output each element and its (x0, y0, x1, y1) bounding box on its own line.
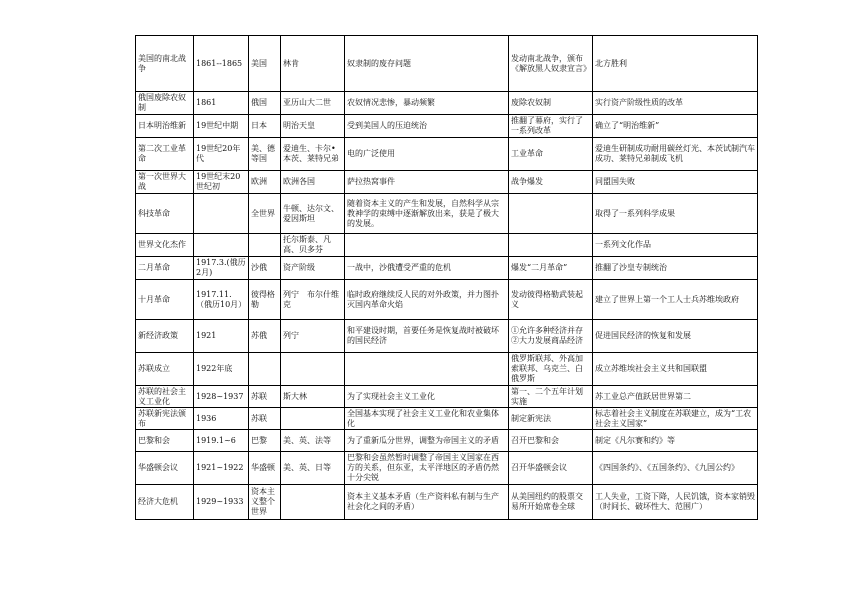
cell-cause: 全国基本实现了社会主义工业化和农业集体化 (345, 408, 509, 430)
table-row (136, 92, 758, 115)
history-table (135, 35, 758, 520)
cell-event: 第二次工业革命 (136, 138, 194, 171)
cell-time: 19世纪末20世纪初 (194, 171, 249, 194)
cell-time: 1921~1922 (194, 452, 249, 485)
cell-event: 科技革命 (136, 194, 194, 234)
cell-person: 托尔斯泰、凡高、贝多芬 (281, 234, 345, 257)
cell-process: ①允许多种经济并存②大力发展商品经济 (509, 320, 593, 353)
table-row (136, 257, 758, 280)
cell-process: 发动南北战争，颁布《解放黑人奴隶宣言》 (509, 36, 593, 92)
cell-cause: 资本主义基本矛盾（生产资料私有制与生产社会化之间的矛盾） (345, 485, 509, 520)
cell-time: 1919.1~6 (194, 430, 249, 452)
cell-place: 全世界 (249, 194, 281, 234)
table-row (136, 138, 758, 171)
cell-cause: 和平建设时期，首要任务是恢复战时被破坏的国民经济 (345, 320, 509, 353)
cell-place: 苏联 (249, 386, 281, 408)
cell-person: 林肯 (281, 36, 345, 92)
cell-cause (345, 353, 509, 386)
cell-cause: 萨拉热窝事件 (345, 171, 509, 194)
cell-result: 推翻了沙皇专制统治 (593, 257, 758, 280)
cell-place (249, 234, 281, 257)
cell-cause: 随着资本主义的产生和发展，自然科学从宗教神学的束缚中逐渐解放出来，获是了极大的发展。 (345, 194, 509, 234)
cell-event: 苏联的社会主义工业化 (136, 386, 194, 408)
cell-cause: 奴隶制的废存问题 (345, 36, 509, 92)
table-row (136, 36, 758, 92)
cell-process: 发动彼得格勒武装起义 (509, 280, 593, 320)
cell-person (281, 485, 345, 520)
cell-process: 制定新宪法 (509, 408, 593, 430)
cell-result: 促进国民经济的恢复和发展 (593, 320, 758, 353)
cell-process: 第一、二个五年计划实施 (509, 386, 593, 408)
cell-result: 实行资产阶级性质的改革 (593, 92, 758, 115)
cell-cause: 临时政府继续反人民的对外政策，并力图扑灭国内革命火焰 (345, 280, 509, 320)
cell-time: 1861 (194, 92, 249, 115)
cell-person: 明治天皇 (281, 115, 345, 138)
cell-result: 成立苏维埃社会主义共和国联盟 (593, 353, 758, 386)
cell-result: 爱迪生研制成功耐用碳丝灯光、本茨试制汽车成功、莱特兄弟制成飞机 (593, 138, 758, 171)
cell-time: 1929~1933 (194, 485, 249, 520)
cell-place (249, 353, 281, 386)
cell-result: 确立了“明治维新” (593, 115, 758, 138)
cell-place: 俄国 (249, 92, 281, 115)
cell-process: 俄罗斯联邦、外高加索联邦、乌克兰、白俄罗斯 (509, 353, 593, 386)
cell-event: 世界文化杰作 (136, 234, 194, 257)
cell-process (509, 234, 593, 257)
table-row (136, 280, 758, 320)
cell-place: 苏俄 (249, 320, 281, 353)
cell-event: 日本明治维新 (136, 115, 194, 138)
cell-time (194, 234, 249, 257)
table-body (136, 36, 758, 520)
cell-result: 制定《凡尔赛和约》等 (593, 430, 758, 452)
cell-person: 亚历山大二世 (281, 92, 345, 115)
cell-person: 牛顿、达尔文、爱因斯坦 (281, 194, 345, 234)
cell-process: 召开巴黎和会 (509, 430, 593, 452)
cell-process: 爆发“二月革命” (509, 257, 593, 280)
cell-person (281, 408, 345, 430)
table-row (136, 171, 758, 194)
cell-event: 经济大危机 (136, 485, 194, 520)
table-row (136, 115, 758, 138)
cell-cause: 受到美国人的压迫统治 (345, 115, 509, 138)
cell-place: 巴黎 (249, 430, 281, 452)
table-row (136, 485, 758, 520)
cell-event: 华盛顿会议 (136, 452, 194, 485)
cell-place: 沙俄 (249, 257, 281, 280)
cell-time: 1928~1937 (194, 386, 249, 408)
cell-process: 工业革命 (509, 138, 593, 171)
cell-person: 欧洲各国 (281, 171, 345, 194)
cell-process: 废除农奴制 (509, 92, 593, 115)
cell-person: 爱迪生、卡尔•本茨、莱特兄弟 (281, 138, 345, 171)
cell-event: 苏联成立 (136, 353, 194, 386)
cell-process: 战争爆发 (509, 171, 593, 194)
cell-result: 工人失业，工资下降，人民饥饿，资本家销毁（时间长、破坏性大、范围广） (593, 485, 758, 520)
cell-event: 美国的南北战争 (136, 36, 194, 92)
cell-time: 1921 (194, 320, 249, 353)
cell-process: 召开华盛顿会议 (509, 452, 593, 485)
cell-result: 《四国条约》、《五国条约》、《九国公约》 (593, 452, 758, 485)
cell-cause: 一战中，沙俄遭受严重的危机 (345, 257, 509, 280)
cell-person: 斯大林 (281, 386, 345, 408)
table-row (136, 386, 758, 408)
cell-time (194, 194, 249, 234)
cell-result: 一系列文化作品 (593, 234, 758, 257)
cell-event: 第一次世界大战 (136, 171, 194, 194)
cell-cause (345, 234, 509, 257)
cell-place: 美国 (249, 36, 281, 92)
cell-place: 美、德等国 (249, 138, 281, 171)
cell-cause: 农奴情况悲惨，暴动频繁 (345, 92, 509, 115)
cell-person: 列宁 (281, 320, 345, 353)
cell-result: 建立了世界上第一个工人士兵苏维埃政府 (593, 280, 758, 320)
cell-result: 取得了一系列科学成果 (593, 194, 758, 234)
cell-event: 俄国废除农奴制 (136, 92, 194, 115)
cell-time: 1861--1865 (194, 36, 249, 92)
cell-person: 列宁 布尔什维克 (281, 280, 345, 320)
cell-place: 欧洲 (249, 171, 281, 194)
table-row (136, 194, 758, 234)
cell-result: 苏工业总产值跃居世界第二 (593, 386, 758, 408)
cell-time: 1922年底 (194, 353, 249, 386)
cell-process: 推翻了幕府，实行了一系列改革 (509, 115, 593, 138)
cell-person (281, 353, 345, 386)
cell-event: 十月革命 (136, 280, 194, 320)
cell-place: 彼得格勒 (249, 280, 281, 320)
cell-time: 1917.3.(俄历2月) (194, 257, 249, 280)
table-row (136, 452, 758, 485)
cell-place: 华盛顿 (249, 452, 281, 485)
cell-event: 巴黎和会 (136, 430, 194, 452)
cell-person: 资产阶级 (281, 257, 345, 280)
cell-person: 美、英、日等 (281, 452, 345, 485)
cell-cause: 巴黎和会虽然暂时调整了帝国主义国家在西方的关系，但东亚，太平洋地区的矛盾仍然十分尖锐 (345, 452, 509, 485)
cell-time: 1936 (194, 408, 249, 430)
cell-event: 新经济政策 (136, 320, 194, 353)
cell-time: 19世纪20年代 (194, 138, 249, 171)
table-row (136, 430, 758, 452)
cell-cause: 为了实现社会主义工业化 (345, 386, 509, 408)
cell-time: 19世纪中期 (194, 115, 249, 138)
cell-process (509, 194, 593, 234)
cell-result: 标志着社会主义制度在苏联建立，成为“工农社会主义国家” (593, 408, 758, 430)
cell-result: 北方胜利 (593, 36, 758, 92)
cell-result: 同盟国失败 (593, 171, 758, 194)
table-row (136, 234, 758, 257)
cell-time: 1917.11.（俄历10月） (194, 280, 249, 320)
cell-process: 从美国纽约的股票交易所开始席卷全球 (509, 485, 593, 520)
cell-person: 美、英、法等 (281, 430, 345, 452)
cell-cause: 为了重新瓜分世界，调整为帝国主义的矛盾 (345, 430, 509, 452)
table-row (136, 320, 758, 353)
table-row (136, 353, 758, 386)
cell-cause: 电的广泛使用 (345, 138, 509, 171)
cell-place: 资本主义整个世界 (249, 485, 281, 520)
cell-event: 苏联新宪法颁布 (136, 408, 194, 430)
cell-place: 日本 (249, 115, 281, 138)
table-row (136, 408, 758, 430)
cell-place: 苏联 (249, 408, 281, 430)
cell-event: 二月革命 (136, 257, 194, 280)
